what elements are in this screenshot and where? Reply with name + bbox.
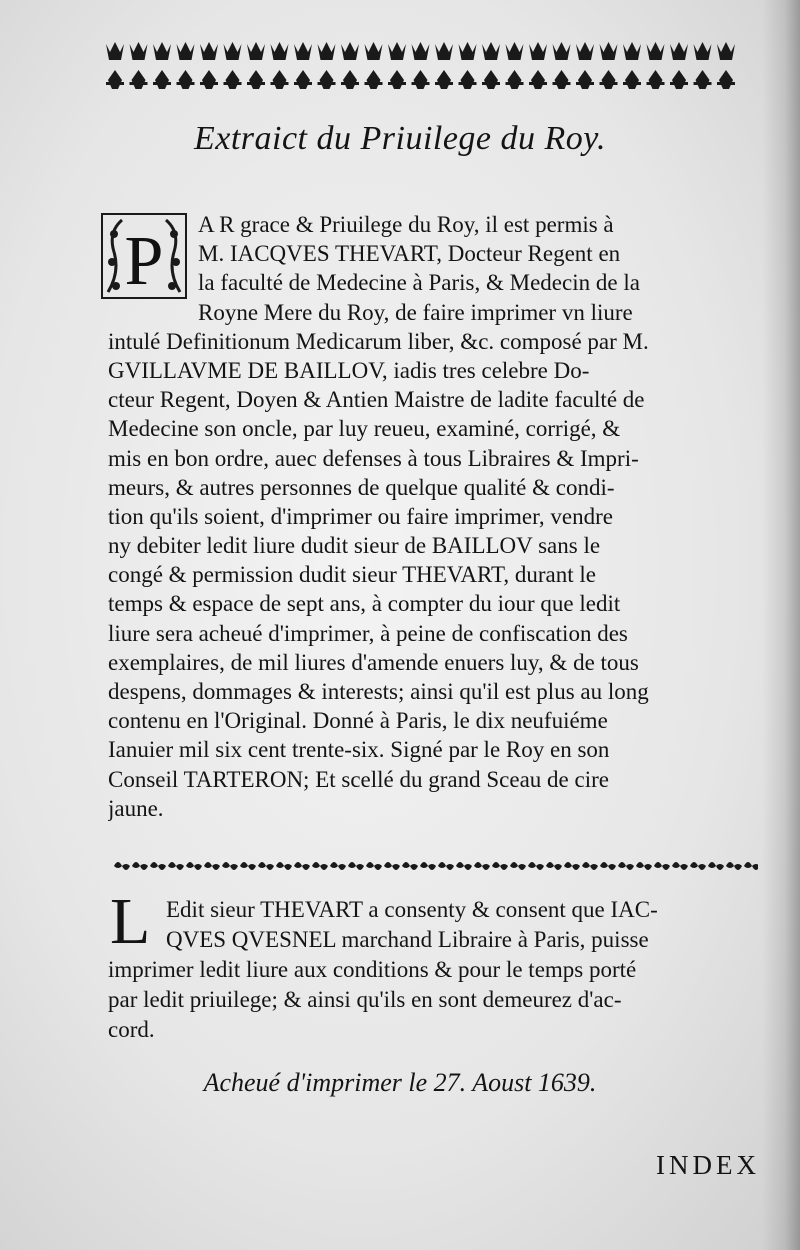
fleuron-icon	[482, 70, 500, 89]
rule-scroll-icon	[618, 862, 634, 870]
text-line: cord.	[108, 1017, 155, 1042]
text-line: intulé Definitionum Medicarum liber, &c. composé par M.	[108, 328, 649, 354]
fleuron-icon	[482, 42, 500, 60]
colophon: Acheué d'imprimer le 27. Aoust 1639.	[203, 1068, 597, 1097]
fleuron-icon	[506, 70, 524, 89]
fleuron-icon	[717, 70, 735, 89]
fleuron-icon	[576, 70, 594, 89]
privilege-text	[108, 210, 763, 823]
fleuron-icon	[553, 42, 571, 60]
text-line: M. IACQVES THEVART, Docteur Regent en	[198, 241, 621, 267]
rule-scroll-icon	[528, 862, 544, 870]
fleuron-icon	[506, 42, 524, 60]
dropcap-letter: P	[124, 223, 164, 300]
fleuron-icon	[670, 70, 688, 89]
fleuron-icon	[106, 70, 124, 89]
text-line: cteur Regent, Doyen & Antien Maistre de ladite faculté de	[108, 387, 645, 413]
fleuron-icon	[388, 70, 406, 89]
fleuron-icon	[106, 42, 124, 60]
text-line: Conseil TARTERON; Et scellé du grand Sceau de cire	[108, 766, 609, 792]
fleuron-icon	[459, 42, 477, 60]
rule-scroll-icon	[186, 862, 202, 870]
text-line: la faculté de Medecine à Paris, & Medecin de la	[198, 270, 640, 296]
fleuron-icon	[318, 42, 336, 60]
fleuron-icon	[318, 70, 336, 89]
fleuron-icon	[529, 42, 547, 60]
rule-scroll-icon	[114, 862, 130, 870]
text-line: Medecine son oncle, par luy reueu, examiné, corrigé, &	[108, 416, 621, 442]
text-line: jaune.	[108, 795, 164, 821]
text-line: despens, dommages & interests; ainsi qu'il est plus au long	[108, 679, 649, 704]
fleuron-icon	[247, 42, 265, 60]
fleuron-icon	[200, 42, 218, 60]
text-line: QVES QVESNEL marchand Libraire à Paris, puisse	[166, 927, 649, 952]
fleuron-icon	[435, 70, 453, 89]
fleuron-icon	[670, 42, 688, 60]
rule-scroll-icon	[690, 862, 706, 870]
fleuron-icon	[341, 42, 359, 60]
rule-scroll-icon	[168, 862, 184, 870]
fleuron-icon	[388, 42, 406, 60]
fleuron-icon	[647, 42, 665, 60]
rule-scroll-icon	[330, 862, 346, 870]
fleuron-icon	[435, 42, 453, 60]
rule-scroll-icon	[150, 862, 166, 870]
text-line: exemplaires, de mil liures d'amende enuers luy, & de tous	[108, 649, 639, 675]
consent-text	[108, 895, 763, 1045]
text-line: mis en bon ordre, auec defenses à tous Libraires & Impri-	[108, 445, 639, 471]
fleuron-icon	[459, 70, 477, 89]
rule-scroll-icon	[600, 862, 616, 870]
rule-scroll-icon	[132, 862, 148, 870]
rule-scroll-icon	[348, 862, 364, 870]
rule-scroll-icon	[456, 862, 472, 870]
text-line: imprimer ledit liure aux conditions & pour le temps porté	[108, 957, 637, 982]
fleuron-icon	[647, 70, 665, 89]
text-line: GVILLAVME DE BAILLOV, iadis tres celebre Do-	[108, 357, 590, 383]
fleuron-rule-icon	[110, 856, 758, 876]
fleuron-icon	[271, 70, 289, 89]
rule-scroll-icon	[384, 862, 400, 870]
rule-scroll-icon	[258, 862, 274, 870]
fleuron-icon	[365, 70, 383, 89]
rule-scroll-icon	[222, 862, 238, 870]
fleuron-icon	[130, 70, 148, 89]
rule-scroll-icon	[744, 862, 758, 870]
fleuron-icon	[694, 42, 712, 60]
text-line: contenu en l'Original. Donné à Paris, le dix neufuiéme	[108, 708, 608, 734]
rule-scroll-icon	[294, 862, 310, 870]
fleuron-icon	[247, 70, 265, 89]
rule-scroll-icon	[492, 862, 508, 870]
fleuron-icon	[224, 42, 242, 60]
page-heading: Extraict du Priuilege du Roy.	[193, 120, 607, 157]
rule-scroll-icon	[474, 862, 490, 870]
fleuron-icon	[153, 70, 171, 89]
rule-scroll-icon	[582, 862, 598, 870]
rule-scroll-icon	[672, 862, 688, 870]
text-line: temps & espace de sept ans, à compter du iour que ledit	[108, 591, 621, 617]
fleuron-icon	[177, 42, 195, 60]
page-gutter-shadow	[762, 0, 800, 1250]
text-line: tion qu'ils soient, d'imprimer ou faire imprimer, vendre	[108, 503, 613, 529]
rule-scroll-icon	[276, 862, 292, 870]
catchword: INDEX	[656, 1150, 760, 1180]
fleuron-icon	[694, 70, 712, 89]
rule-scroll-icon	[654, 862, 670, 870]
fleuron-icon	[153, 42, 171, 60]
rule-scroll-icon	[636, 862, 652, 870]
text-line: A R grace & Priuilege du Roy, il est permis à	[198, 212, 614, 237]
text-line: congé & permission dudit sieur THEVART, durant le	[108, 562, 596, 588]
fleuron-icon	[177, 70, 195, 89]
fleuron-icon	[600, 42, 618, 60]
rule-scroll-icon	[366, 862, 382, 870]
fleuron-icon	[365, 42, 383, 60]
text-line: ny debiter ledit liure dudit sieur de BAILLOV sans le	[108, 533, 601, 559]
fleuron-icon	[294, 70, 312, 89]
fleuron-icon	[130, 42, 148, 60]
fleuron-icon	[576, 42, 594, 60]
fleuron-icon	[271, 42, 289, 60]
text-line: Ianuier mil six cent trente-six. Signé par le Roy en son	[108, 737, 610, 763]
fleuron-icon	[200, 70, 218, 89]
fleuron-icon	[529, 70, 547, 89]
rule-scroll-icon	[312, 862, 328, 870]
rule-scroll-icon	[546, 862, 562, 870]
rule-scroll-icon	[420, 862, 436, 870]
text-line: Edit sieur THEVART a consenty & consent que IAC-	[166, 897, 658, 922]
fleuron-icon	[412, 42, 430, 60]
fleuron-icon	[553, 70, 571, 89]
fleuron-icon	[717, 42, 735, 60]
rule-scroll-icon	[564, 862, 580, 870]
text-line: liure sera acheué d'imprimer, à peine de confiscation des	[108, 620, 628, 646]
text-line: meurs, & autres personnes de quelque qualité & condi-	[108, 474, 615, 500]
rule-scroll-icon	[510, 862, 526, 870]
text-line: par ledit priuilege; & ainsi qu'ils en sont demeurez d'ac-	[108, 987, 622, 1012]
fleuron-icon	[224, 70, 242, 89]
fleuron-icon	[294, 42, 312, 60]
rule-scroll-icon	[240, 862, 256, 870]
fleuron-headpiece-icon	[96, 38, 736, 98]
fleuron-icon	[341, 70, 359, 89]
consent-initial: L	[110, 885, 151, 958]
text-line: Royne Mere du Roy, de faire imprimer vn liure	[198, 299, 633, 325]
rule-scroll-icon	[726, 862, 742, 870]
rule-scroll-icon	[708, 862, 724, 870]
rule-scroll-icon	[438, 862, 454, 870]
fleuron-icon	[623, 42, 641, 60]
fleuron-icon	[623, 70, 641, 89]
rule-scroll-icon	[204, 862, 220, 870]
rule-scroll-icon	[402, 862, 418, 870]
fleuron-icon	[600, 70, 618, 89]
fleuron-icon	[412, 70, 430, 89]
